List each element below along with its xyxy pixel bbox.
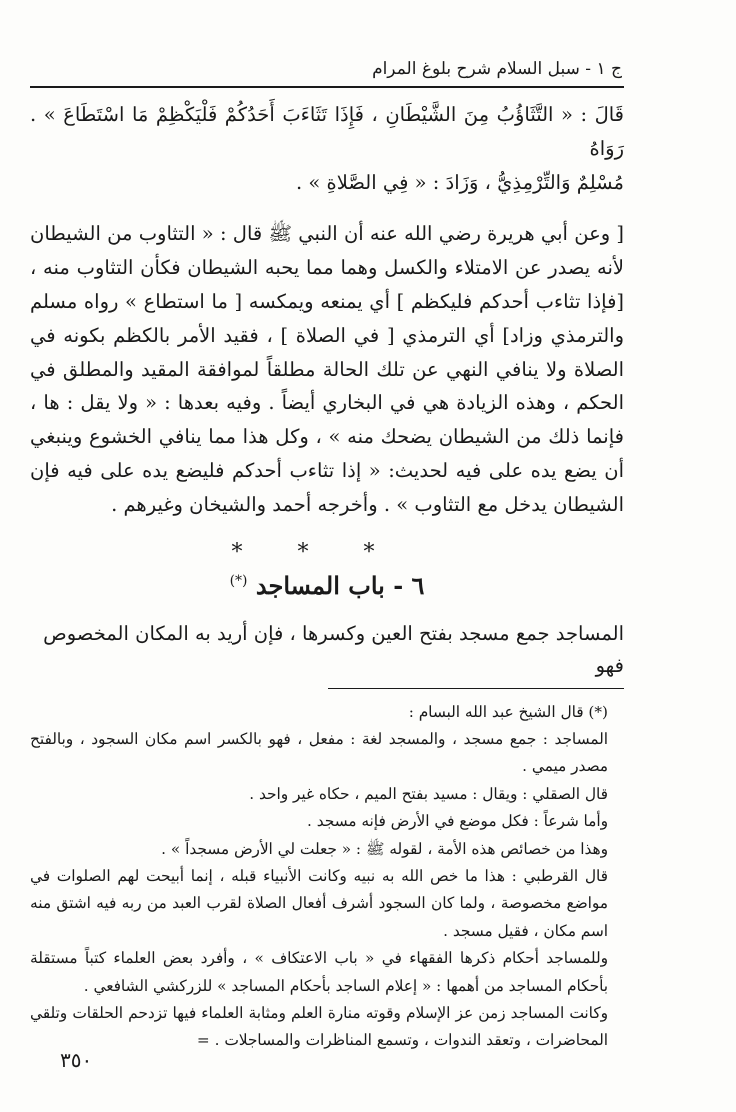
hadith-line-2: مُسْلِمٌ وَالتِّرْمِذِيُّ ، وَزَادَ : « فِي الصَّلاةِ » . [296, 170, 624, 194]
hadith-text [30, 98, 624, 199]
footnote-line: وهذا من خصائص هذه الأمة ، لقوله ﷺ : « جعلت لي الأرض مسجداً » . [161, 839, 608, 858]
footnote-line: (*) قال الشيخ عبد الله البسام : [408, 702, 608, 721]
commentary-paragraph: [ وعن أبي هريرة رضي الله عنه أن النبي ﷺ قال : « التثاوب من الشيطان لأنه يصدر عن الامتلاء والكسل وهما مما يحبه الشيطان فكأن التثاوب منه ، [فإذا تثاءب أحدكم فليكظم ] أي يمنعه ويمكسه [ ما استطاع » رواه مسلم والترمذي وزاد] أي الترمذي [ في الصلاة ] ، فقيد الأمر بالكظم بكونه في الصلاة ولا ينافي النهي عن تلك الحالة مطلقاً لموافقة المقيد والمطلق في الحكم ، وهذه الزيادة هي في البخاري أيضاً . وفيه بعدها : « ولا يقل : ها ، فإنما ذلك من الشيطان يضحك منه » ، وكل هذا مما ينافي الخشوع وينبغي أن يضع يده على فيه لحديث: « إذا تثاءب أحدكم فليضع يده على فيه فإن الشيطان يدخل مع التثاوب » . وأخرجه أحمد والشيخان وغيرهم . [30, 222, 624, 516]
running-title: ج ١ - سبل السلام شرح بلوغ المرام [372, 59, 622, 79]
header-rule [30, 86, 624, 88]
footnote-line: وكانت المساجد زمن عز الإسلام وقوته منارة العلم ومثابة العلماء فيها تزدحم الحلقات وتلقي المحاضرات ، وتعقد الندوات ، وتسمع المناظرات والمساجلات . = [30, 1004, 608, 1050]
main-text [30, 98, 624, 522]
section-title: ٦ - باب المساجد [255, 570, 425, 600]
section-heading [30, 571, 624, 600]
page-number: ٣٥٠ [60, 1048, 93, 1072]
hadith-line-1: قَالَ : « التَّثَاؤُبُ مِنَ الشَّيْطَانِ ، فَإِذَا تَثَاءَبَ أَحَدُكُمْ فَلْيَكْظِمْ مَا اسْتَطَاعَ » . رَوَاهُ [30, 103, 624, 160]
section-ornament: * * * [231, 539, 399, 565]
footnote-line: وأما شرعاً : فكل موضع في الأرض فإنه مسجد . [307, 812, 608, 831]
footnote-line: قال القرطبي : هذا ما خص الله به نبيه وكانت الأنبياء قبله ، إنما أبيحت لهم الصلوات في مواضع مخصوصة ، ولما كان السجود أشرف أفعال الصلاة لقرب العبد من ربه فيه اشتق منه اسم مكان ، فقيل مسجد . [30, 867, 608, 940]
footnote-line: المساجد : جمع مسجد ، والمسجد لغة : مفعل ، فهو بالكسر اسم مكان السجود ، وبالفتح مصدر ميمي . [30, 729, 608, 776]
section-intro: المساجد جمع مسجد بفتح العين وكسرها ، فإن أريد به المكان المخصوص فهو [43, 621, 624, 677]
footnotes [30, 699, 624, 1055]
footnote-rule [328, 688, 624, 689]
section-footnote-ref: (*) [229, 572, 248, 589]
running-header [30, 58, 624, 86]
footnote-line: وللمساجد أحكام ذكرها الفقهاء في « باب الاعتكاف » ، وأفرد بعض العلماء كتباً مستقلة بأحكام المساجد من أهمها : « إعلام الساجد بأحكام المساجد » للزركشي الشافعي . [30, 949, 608, 995]
footnote-line: قال الصقلي : ويقال : مسيد بفتح الميم ، حكاه غير واحد . [249, 784, 608, 803]
